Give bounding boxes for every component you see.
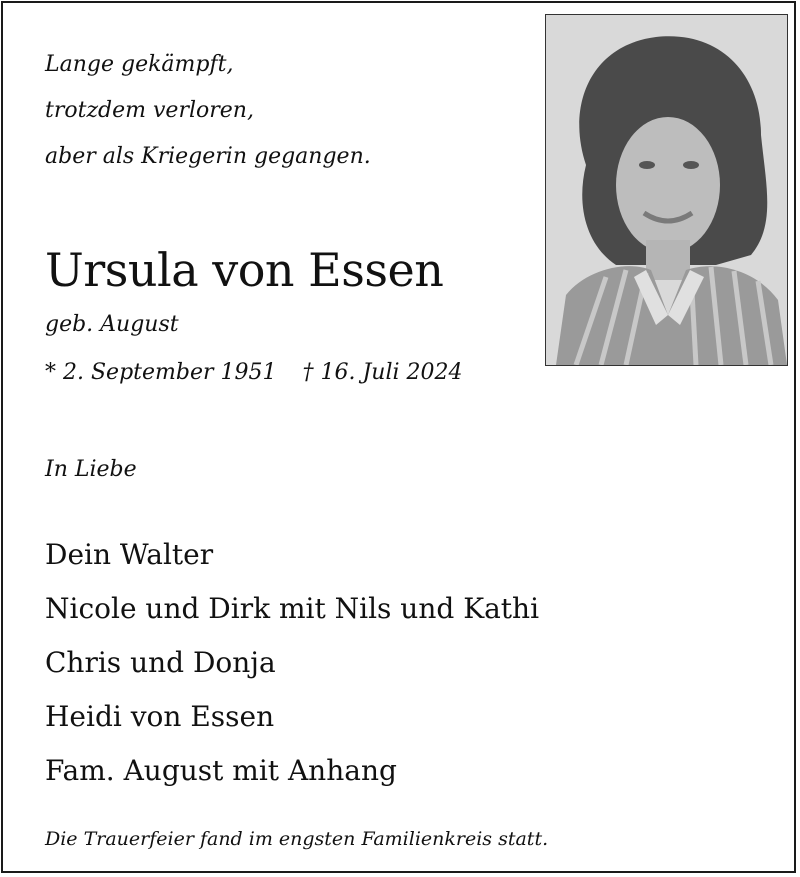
- birth-name: geb. August: [45, 312, 179, 337]
- birth-date: * 2. September 1951: [45, 360, 277, 385]
- motto-line-3: aber als Kriegerin gegangen.: [45, 144, 371, 169]
- in-love-label: In Liebe: [45, 457, 137, 482]
- portrait-photo: [545, 14, 788, 366]
- motto-line-2: trotzdem verloren,: [45, 98, 254, 123]
- mourner-1: Dein Walter: [45, 538, 214, 571]
- death-date: † 16. Juli 2024: [302, 360, 463, 385]
- mourner-4: Heidi von Essen: [45, 700, 275, 733]
- portrait-photo-icon: [546, 15, 787, 365]
- mourner-5: Fam. August mit Anhang: [45, 754, 397, 787]
- motto: [45, 42, 371, 180]
- life-dates: [45, 360, 463, 385]
- mourner-3: Chris und Donja: [45, 646, 276, 679]
- funeral-note: Die Trauerfeier fand im engsten Familienkreis statt.: [45, 828, 549, 850]
- mourner-2: Nicole und Dirk mit Nils und Kathi: [45, 592, 540, 625]
- deceased-name: Ursula von Essen: [45, 243, 444, 297]
- mourners-list: [45, 533, 539, 803]
- motto-line-1: Lange gekämpft,: [45, 52, 234, 77]
